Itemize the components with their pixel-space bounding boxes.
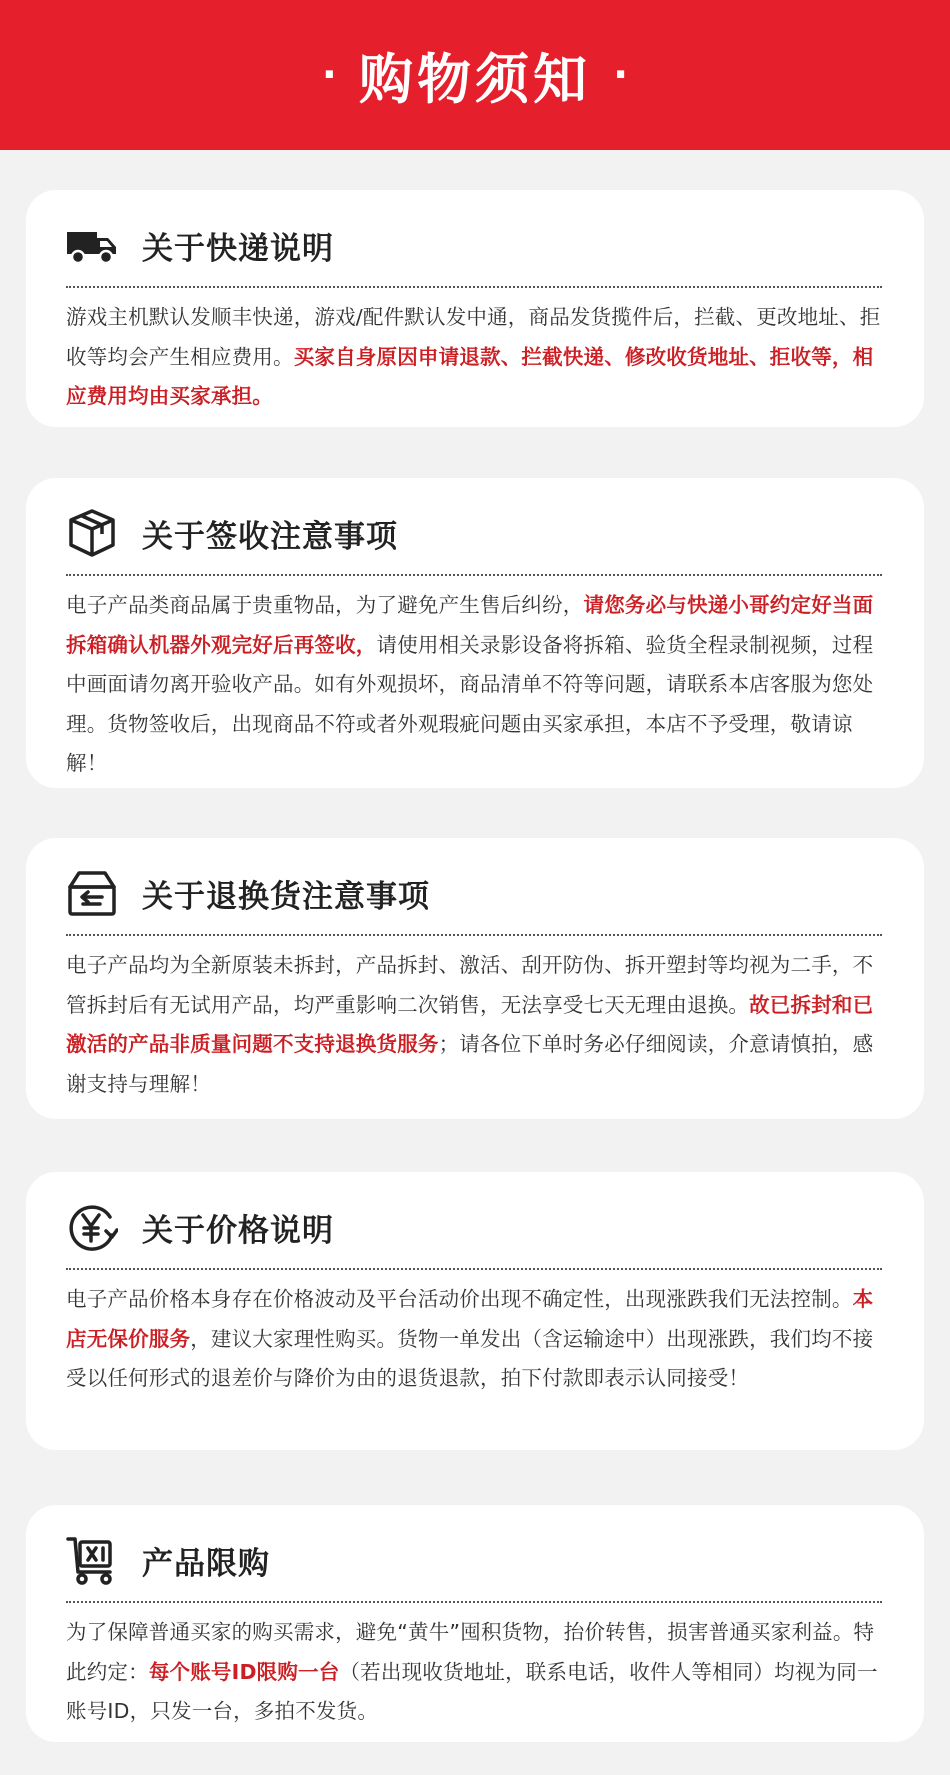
return-box-icon [66, 867, 118, 919]
package-icon [66, 507, 118, 559]
text-part: 请使用相关录影设备将拆箱、验货全程录制视频，过程中画面请勿离开验收产品。如有外观损坏，商品清单不符等问题，请联系本店客服为您处理。货物签收后，出现商品不符或者外观瑕疵问题由买家承担，本店不予受理，敬请谅解！ [66, 632, 874, 775]
section-title: 关于退换货注意事项 [142, 878, 430, 915]
truck-icon [66, 219, 118, 271]
dotted-divider [66, 1268, 882, 1270]
text-part: （若出现收货地址，联系电话，收件人等相同）均视为同一账号ID，只发一台，多拍不发货。 [66, 1659, 878, 1723]
page-title: 购物须知 [359, 47, 591, 111]
section-title: 关于价格说明 [142, 1212, 334, 1249]
dotted-divider [66, 286, 882, 288]
section-text [66, 946, 882, 1104]
text-part: 电子产品类商品属于贵重物品，为了避免产生售后纠纷， [66, 593, 584, 617]
section-title: 关于快递说明 [142, 230, 334, 267]
dotted-divider [66, 574, 882, 576]
highlight-text: 故已拆封和已激活的产品非质量问题不支持退换货服务 [66, 992, 874, 1056]
section-purchase-limit [26, 1505, 924, 1742]
header-dot-left: · [321, 52, 337, 98]
text-part: ，建议大家理性购买。货物一单发出（含运输途中）出现涨跌，我们均不接受以任何形式的退差价与降价为由的退货退款，拍下付款即表示认同接受！ [66, 1326, 874, 1390]
section-title: 关于签收注意事项 [142, 518, 398, 555]
text-part: 游戏主机默认发顺丰快递，游戏/配件默认发中通，商品发货揽件后，拦截、更改地址、拒收等均会产生相应费用。 [66, 305, 881, 369]
highlight-text: 本店无保价服务 [66, 1287, 874, 1351]
section-text [66, 298, 882, 417]
highlight-text: 请您务必与快递小哥约定好当面拆箱确认机器外观完好后再签收， [66, 593, 874, 657]
highlight-text: 买家自身原因申请退款、拦截快递、修改收货地址、拒收等，相应费用均由买家承担。 [66, 344, 874, 408]
dotted-divider [66, 934, 882, 936]
text-part: 为了保障普通买家的购买需求，避免“黄牛”囤积货物，抬价转售，损害普通买家利益。特此约定： [66, 1620, 875, 1684]
page-header [0, 0, 950, 150]
section-shipping [26, 190, 924, 427]
text-part: 电子产品均为全新原装未拆封，产品拆封、激活、刮开防伪、拆开塑封等均视为二手，不管拆封后有无试用产品，均严重影响二次销售，无法享受七天无理由退换。 [66, 953, 874, 1017]
dotted-divider [66, 1601, 882, 1603]
header-dot-right: · [613, 52, 629, 98]
section-receipt [26, 478, 924, 788]
text-part: 电子产品价格本身存在价格波动及平台活动价出现不确定性，出现涨跌我们无法控制。 [66, 1287, 853, 1311]
cart-limit-icon [66, 1534, 118, 1586]
highlight-text: 每个账号ID限购一台 [148, 1659, 340, 1684]
section-text [66, 1280, 882, 1399]
section-title: 产品限购 [142, 1545, 270, 1582]
section-price [26, 1172, 924, 1450]
text-part: ；请各位下单时务必仔细阅读，介意请慎拍，感谢支持与理解！ [66, 1032, 874, 1096]
section-text [66, 586, 882, 784]
section-text [66, 1613, 882, 1732]
section-returns [26, 838, 924, 1119]
yen-price-icon [66, 1201, 118, 1253]
